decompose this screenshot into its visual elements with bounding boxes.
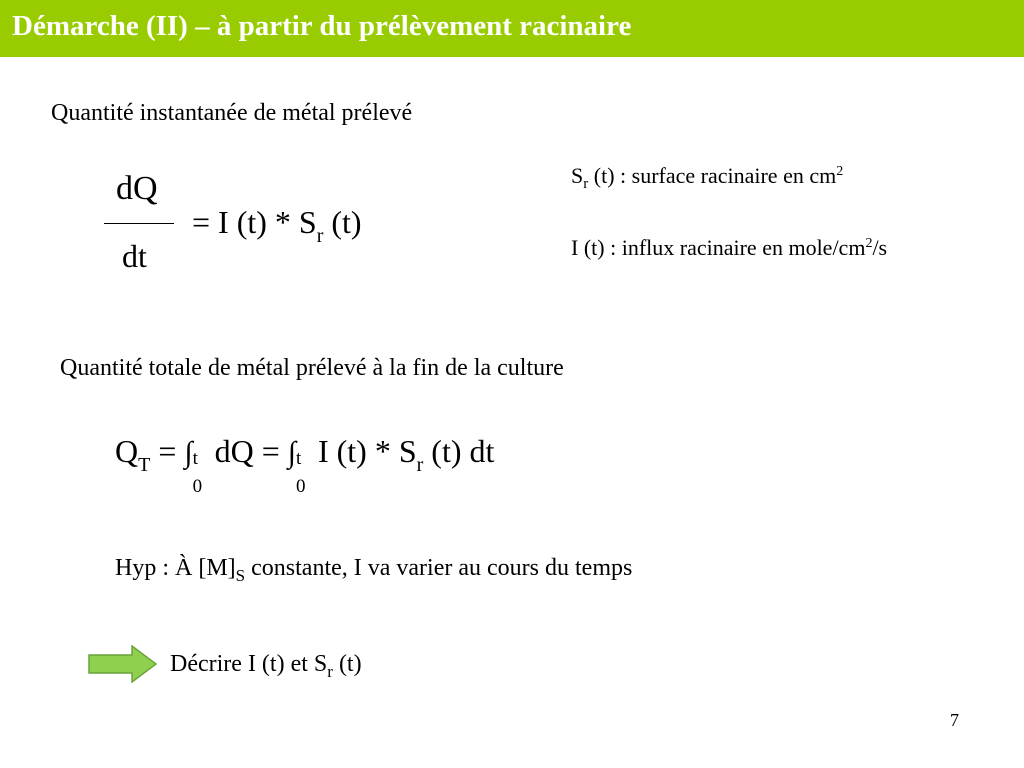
describe-after: (t): [332, 651, 362, 677]
equation-rhs-subscript: r: [316, 225, 324, 247]
hypothesis-text: [115, 555, 633, 585]
title-bar: [0, 0, 1024, 57]
definition-sr-text: (t) : surface racinaire en cm: [588, 163, 837, 188]
integral-tail-after: (t) dt: [423, 433, 495, 469]
heading-total: Quantité totale de métal prélevé à la fin de la culture: [60, 355, 564, 381]
integral-lower-1: 0: [192, 476, 203, 497]
integral-sign-1: ∫: [184, 436, 193, 469]
integral-sign-2: ∫: [287, 436, 296, 469]
equation-rhs: [192, 204, 362, 247]
equation-rhs-after: (t): [323, 204, 362, 240]
integral-tail-subscript: r: [416, 454, 424, 476]
hypothesis-before: Hyp : À [M]: [115, 555, 236, 581]
integral-tail-before: I (t) * S: [309, 433, 417, 469]
describe-before: Décrire I (t) et S: [170, 651, 328, 677]
integral-mid: dQ =: [206, 433, 288, 469]
integral-equation: [115, 433, 495, 497]
integral-equals: =: [150, 433, 185, 469]
definition-sr: [571, 163, 844, 192]
integral-q: Q: [115, 433, 139, 469]
describe-subscript: r: [327, 662, 333, 681]
slide-title: Démarche (II) – à partir du prélèvement racinaire: [12, 10, 632, 42]
fraction-numerator: dQ: [116, 170, 158, 207]
right-arrow-icon: [88, 645, 158, 683]
fraction-bar: [104, 223, 174, 224]
page-number: 7: [950, 710, 959, 730]
fraction-denominator: dt: [122, 238, 147, 274]
definition-i-rest: /s: [872, 235, 888, 260]
definition-i-superscript: 2: [865, 236, 873, 251]
right-arrow-shape: [89, 646, 156, 682]
definition-sr-superscript: 2: [836, 164, 844, 179]
definition-i-text: I (t) : influx racinaire en mole/cm: [571, 235, 866, 260]
integral-upper-1: t: [192, 448, 198, 469]
integral-lower-2: 0: [295, 476, 306, 497]
integral-q-subscript: T: [138, 454, 151, 476]
heading-instantaneous: Quantité instantanée de métal prélevé: [51, 100, 413, 126]
definition-sr-subscript: r: [583, 176, 589, 192]
hypothesis-after: constante, I va varier au cours du temps: [245, 555, 633, 581]
describe-text: [170, 651, 362, 681]
hypothesis-subscript: S: [235, 566, 246, 585]
definition-sr-symbol: S: [571, 163, 584, 188]
definition-i: [571, 235, 887, 261]
equation-rhs-before: = I (t) * S: [192, 204, 317, 240]
integral-upper-2: t: [295, 448, 302, 469]
